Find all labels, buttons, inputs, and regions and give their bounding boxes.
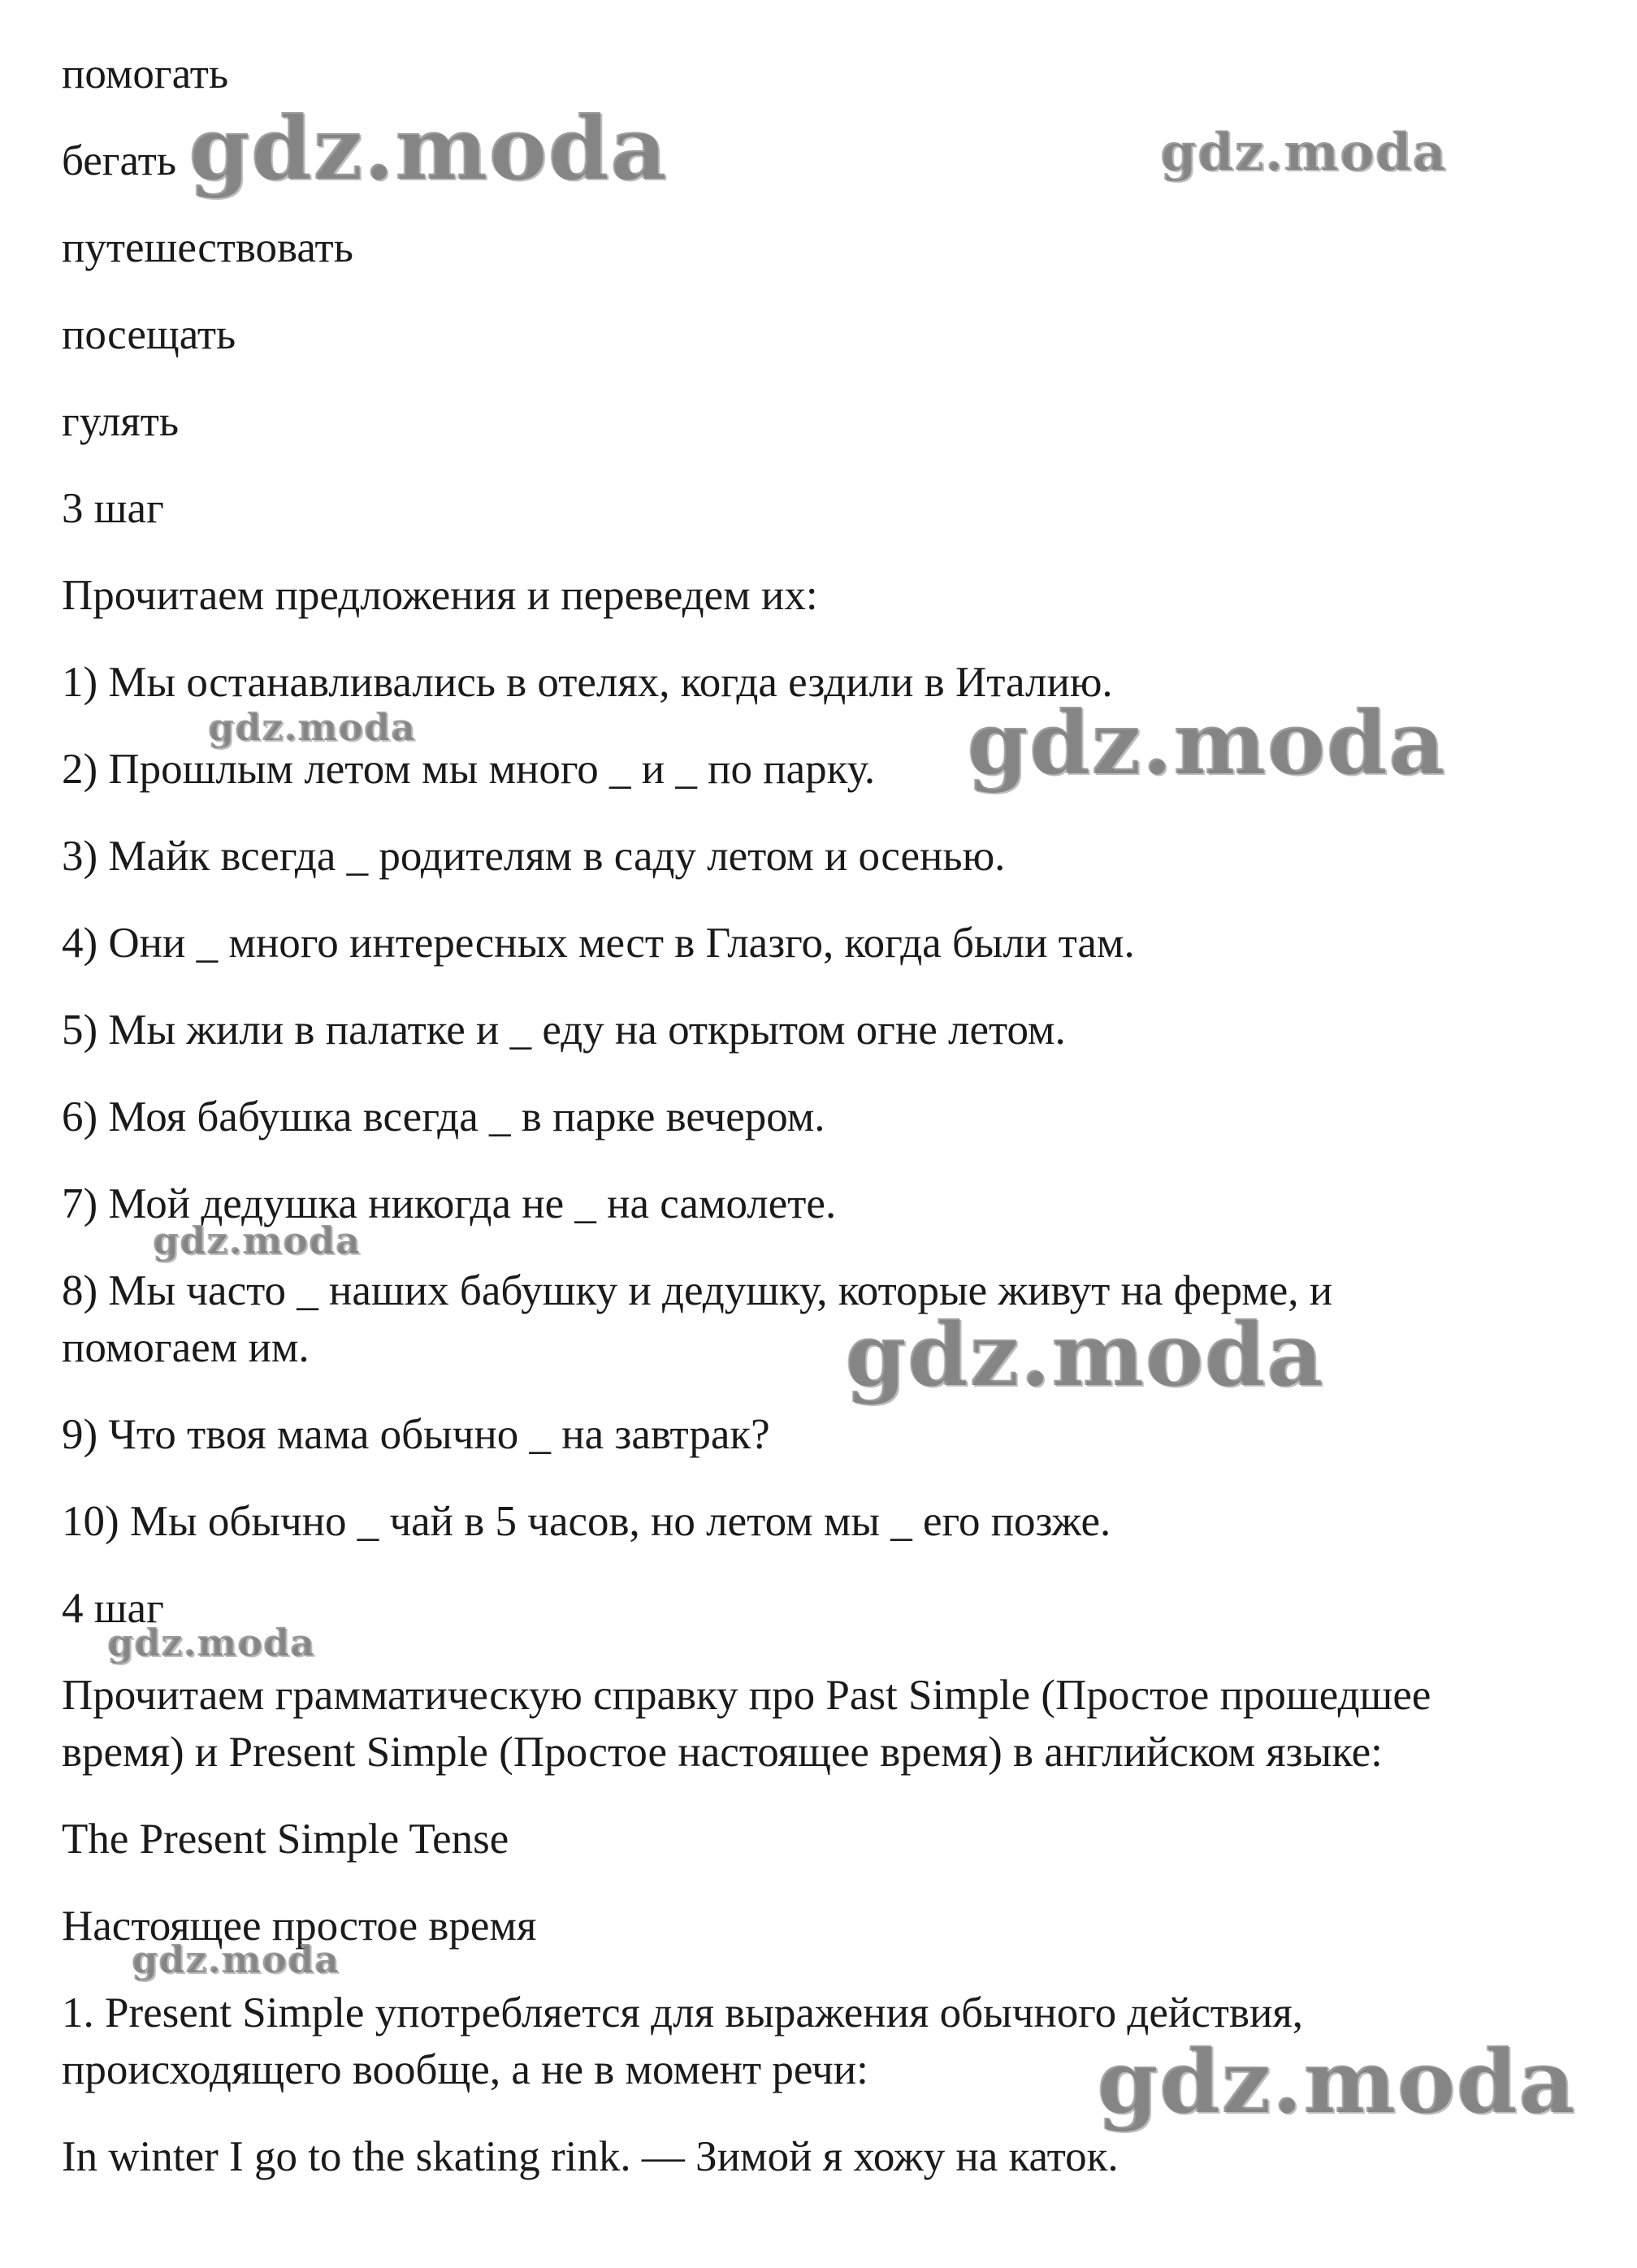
step-heading: 4 шаг <box>62 1585 164 1632</box>
text-line: Прочитаем грамматическую справку про Past Simple (Простое прошедшее <box>62 1672 1431 1719</box>
section-title: The Present Simple Tense <box>62 1816 509 1863</box>
sentence-item: 7) Мой дедушка никогда не _ на самолете. <box>62 1180 837 1227</box>
watermark: gdz.moda <box>1160 122 1447 183</box>
sentence-item-continuation: помогаем им. <box>62 1324 310 1371</box>
rule-item-continuation: происходящего вообще, а не в момент речи: <box>62 2046 868 2093</box>
sentence-item: 2) Прошлым летом мы много _ и _ по парку. <box>62 746 876 793</box>
sentence-item: 4) Они _ много интересных мест в Глазго, когда были там. <box>62 920 1135 967</box>
text-line: помогать <box>62 50 229 97</box>
watermark: gdz.moda <box>967 692 1446 794</box>
text-line: бегать <box>62 137 177 184</box>
text-line: время) и Present Simple (Простое настоящее время) в английском языке: <box>62 1729 1383 1776</box>
sentence-item: 8) Мы часто _ наших бабушку и дедушку, которые живут на ферме, и <box>62 1267 1333 1314</box>
watermark: gdz.moda <box>1097 2031 1576 2133</box>
sentence-item: 3) Майк всегда _ родителям в саду летом и осенью. <box>62 833 1006 880</box>
watermark: gdz.moda <box>188 97 668 200</box>
sentence-item: 5) Мы жили в палатке и _ еду на открытом огне летом. <box>62 1006 1066 1054</box>
sentence-item: 10) Мы обычно _ чай в 5 часов, но летом мы _ его позже. <box>62 1498 1111 1545</box>
example-line: In winter I go to the skating rink. — Зимой я хожу на каток. <box>62 2133 1119 2180</box>
text-line: гулять <box>62 398 180 445</box>
watermark: gdz.moda <box>845 1304 1324 1406</box>
section-subtitle: Настоящее простое время <box>62 1902 537 1950</box>
rule-item: 1. Present Simple употребляется для выражения обычного действия, <box>62 1989 1303 2036</box>
step-heading: 3 шаг <box>62 485 164 532</box>
sentence-item: 6) Моя бабушка всегда _ в парке вечером. <box>62 1093 825 1140</box>
sentence-item: 9) Что твоя мама обычно _ на завтрак? <box>62 1411 770 1458</box>
text-line: посещать <box>62 311 236 358</box>
sentence-item: 1) Мы останавливались в отелях, когда ездили в Италию. <box>62 659 1113 706</box>
watermark: gdz.moda <box>107 1621 315 1664</box>
text-line: Прочитаем предложения и переведем их: <box>62 572 818 619</box>
watermark: gdz.moda <box>132 1937 340 1981</box>
text-line: путешествовать <box>62 224 353 271</box>
watermark: gdz.moda <box>208 705 416 749</box>
watermark: gdz.moda <box>153 1218 361 1262</box>
